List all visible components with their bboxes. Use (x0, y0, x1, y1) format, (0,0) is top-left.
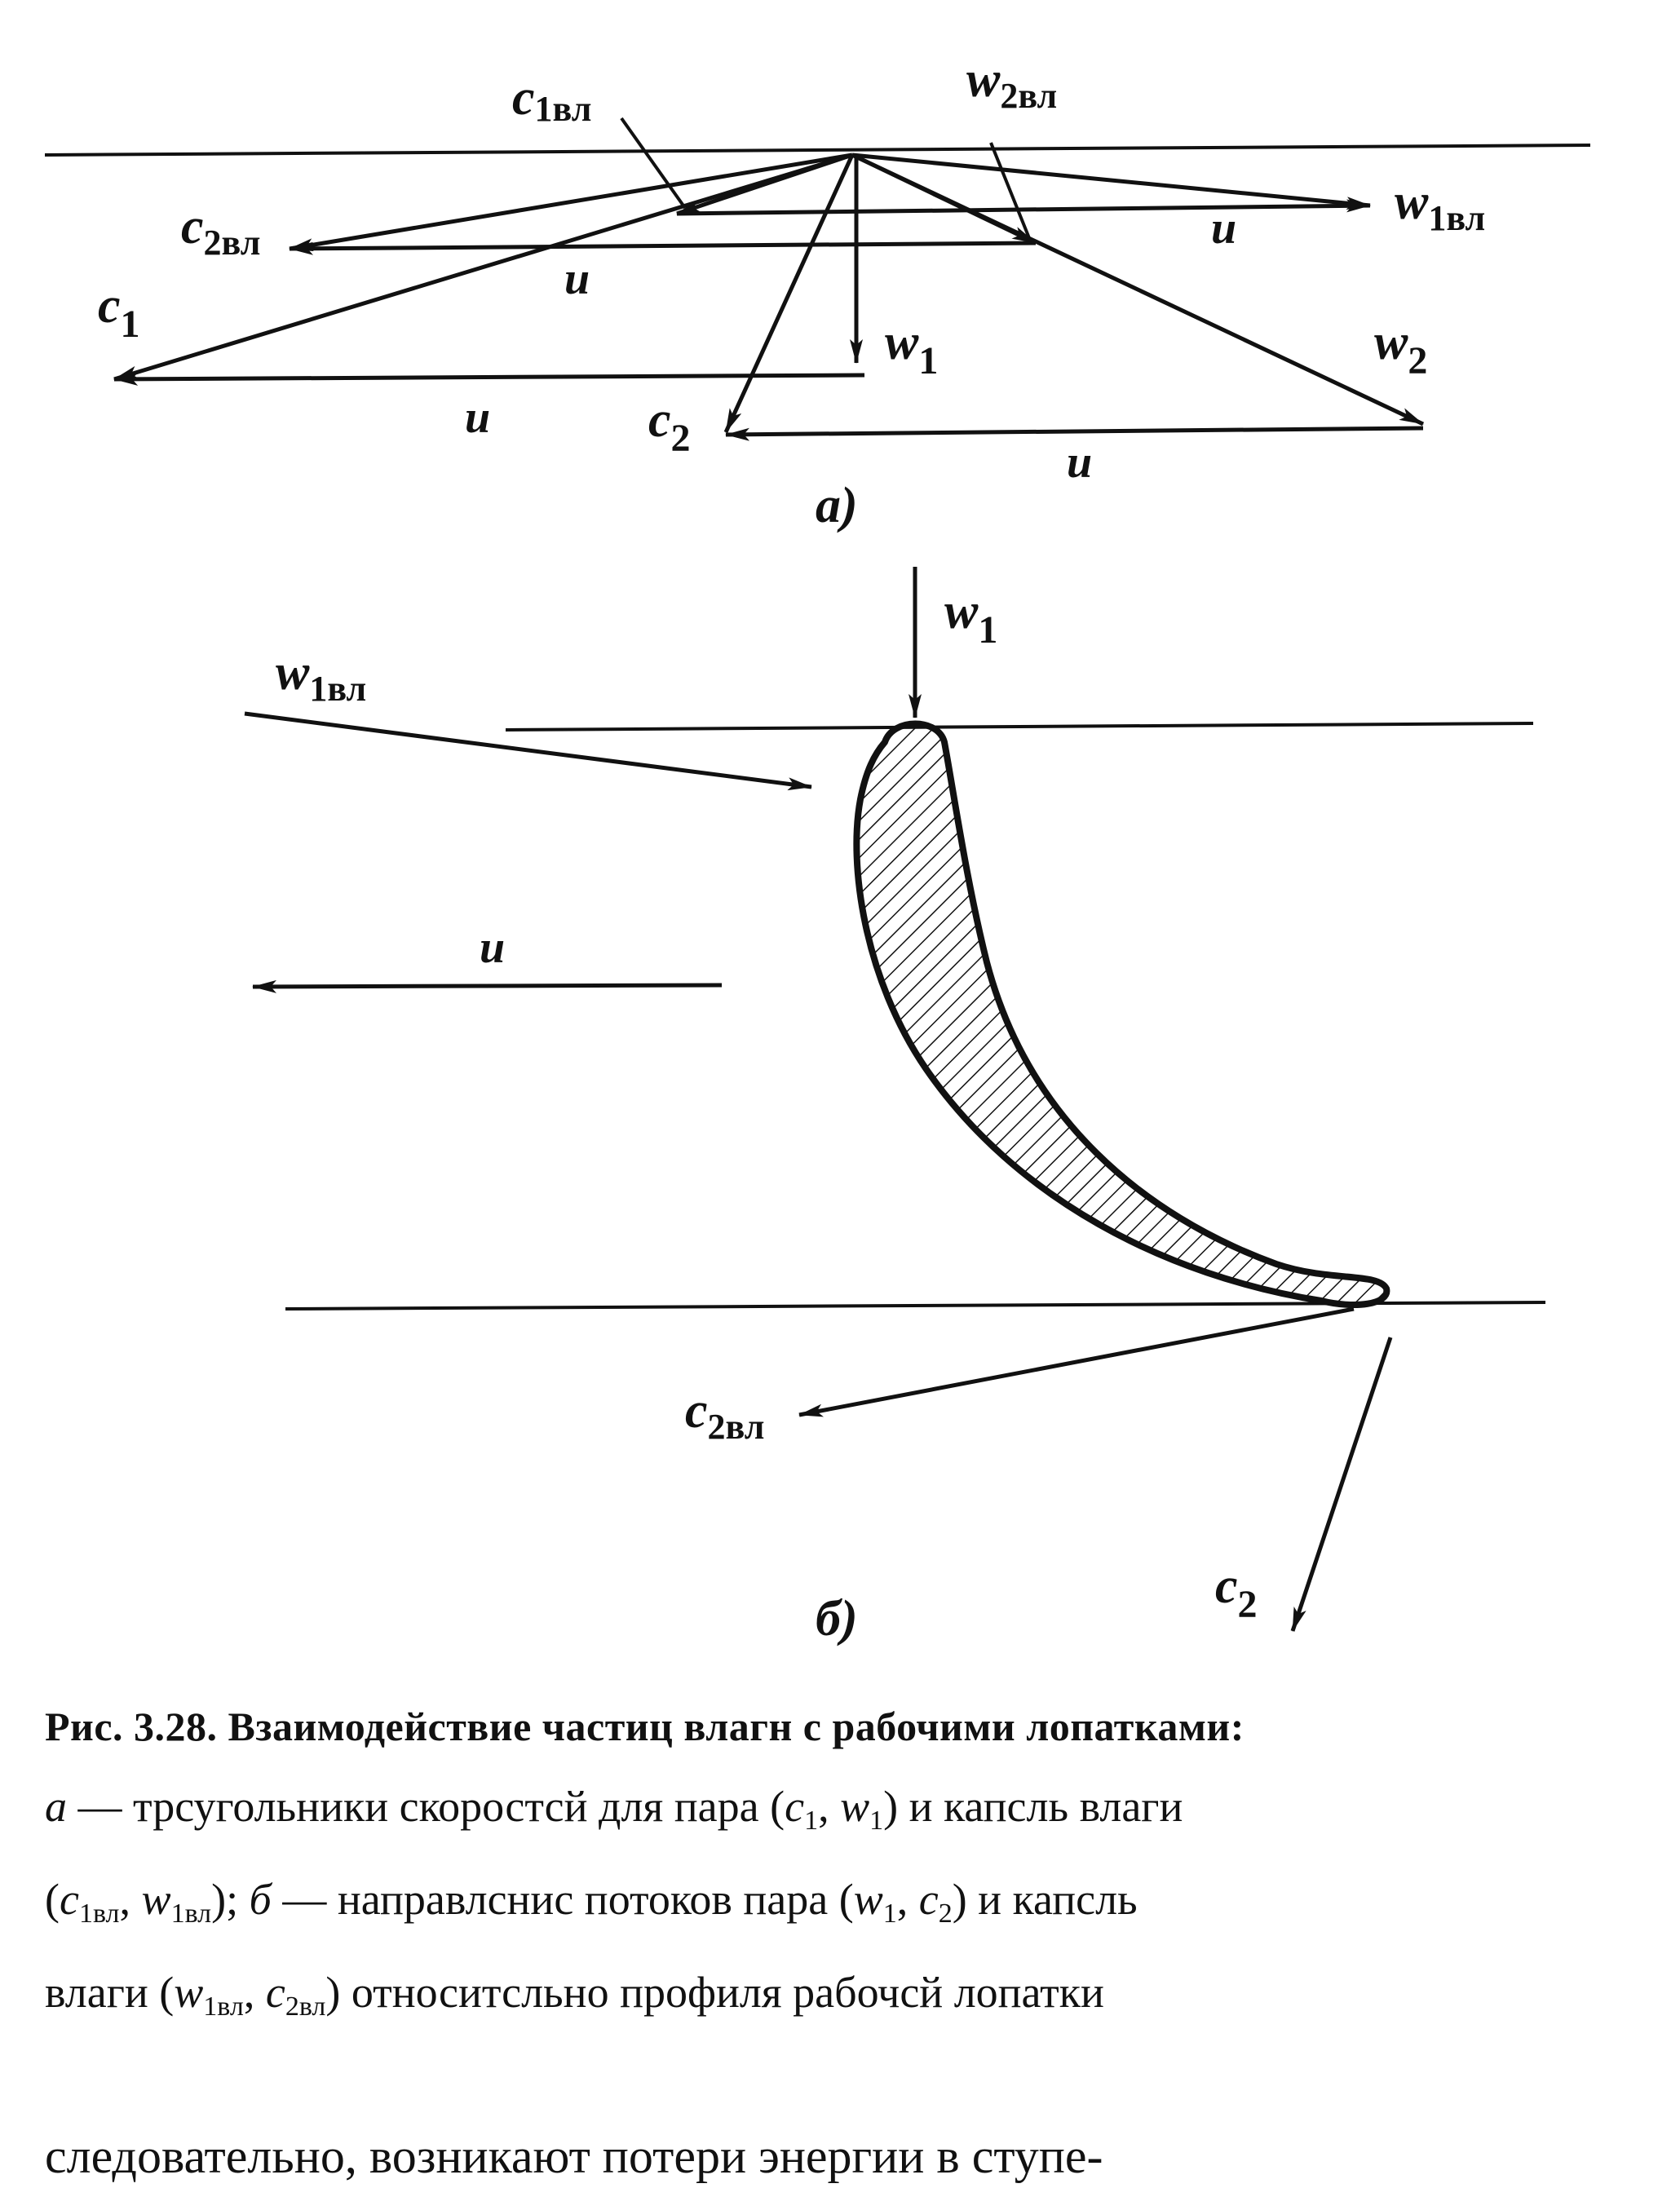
label-u-lower-right: u (1067, 437, 1093, 488)
label-u-b: u (480, 922, 506, 973)
panel-label-b: б) (816, 1591, 858, 1647)
label-w1-a: $w_1$ (885, 315, 939, 382)
label-u-lower-left: u (465, 392, 491, 443)
vector-u-upper-right (677, 206, 1370, 214)
label-u-upper-right: u (1211, 203, 1237, 254)
vector-c1-a (114, 155, 852, 379)
label-u-upper-left: u (564, 254, 590, 304)
vector-u-upper-left (290, 243, 1036, 249)
label-c2-a: $c_2$ (648, 392, 691, 460)
vector-u-b (253, 985, 722, 987)
vector-c2vl-b (799, 1309, 1354, 1415)
reference-line-a (45, 145, 1590, 155)
label-w1-b: $w_1$ (944, 584, 998, 652)
caption-body: а — трсугольники скоростсй для пара ($c_1$, $w_1$) и капсль влаги ($c_{1вл}$, $w_{1вл}$); б — направлснис потоков пара ($w_1$, $c_2$) и капсль влаги ($w_{1вл}$, $c_{2вл}$) относитсльно профиля рабочсй лопатки (45, 1782, 1183, 2022)
label-w1vl-b: $w_{1вл}$ (276, 645, 367, 709)
figure-caption (45, 1692, 1643, 2046)
panel-label-a: а) (816, 478, 858, 533)
vector-w1vl-b (245, 714, 811, 787)
vector-w1vl-a (852, 155, 1370, 206)
vector-w2-a (852, 155, 1423, 424)
vector-c2-a (726, 155, 852, 432)
label-c1vl-a: c1вл (512, 70, 592, 129)
label-c2vl-a: $c_{2вл}$ (181, 199, 261, 263)
label-c2vl-b: $c_{2вл}$ (685, 1383, 765, 1447)
vector-u-lower-right (726, 428, 1423, 435)
caption-title: Рис. 3.28. Взаимодействие частиц влагн с рабочими лопатками: (45, 1704, 1245, 1749)
continuation-text: следовательно, возникают потери энергии в ступе- (45, 2129, 1103, 2183)
label-w2-a: $w_2$ (1374, 315, 1428, 382)
label-c2-b: $c_2$ (1215, 1558, 1258, 1626)
panel-a (45, 52, 1590, 533)
vector-c2-b (1293, 1337, 1390, 1631)
panel-b (245, 567, 1545, 1647)
cascade-line-top (506, 723, 1533, 730)
leader-c1vl (621, 118, 685, 208)
label-w1vl-a: $w_{1вл}$ (1395, 175, 1486, 238)
label-c1-a: $c_1$ (98, 278, 140, 346)
label-w2vl-a: $w_{2вл}$ (966, 52, 1058, 116)
blade-profile (856, 724, 1386, 1306)
vector-c2vl-a (290, 155, 852, 249)
